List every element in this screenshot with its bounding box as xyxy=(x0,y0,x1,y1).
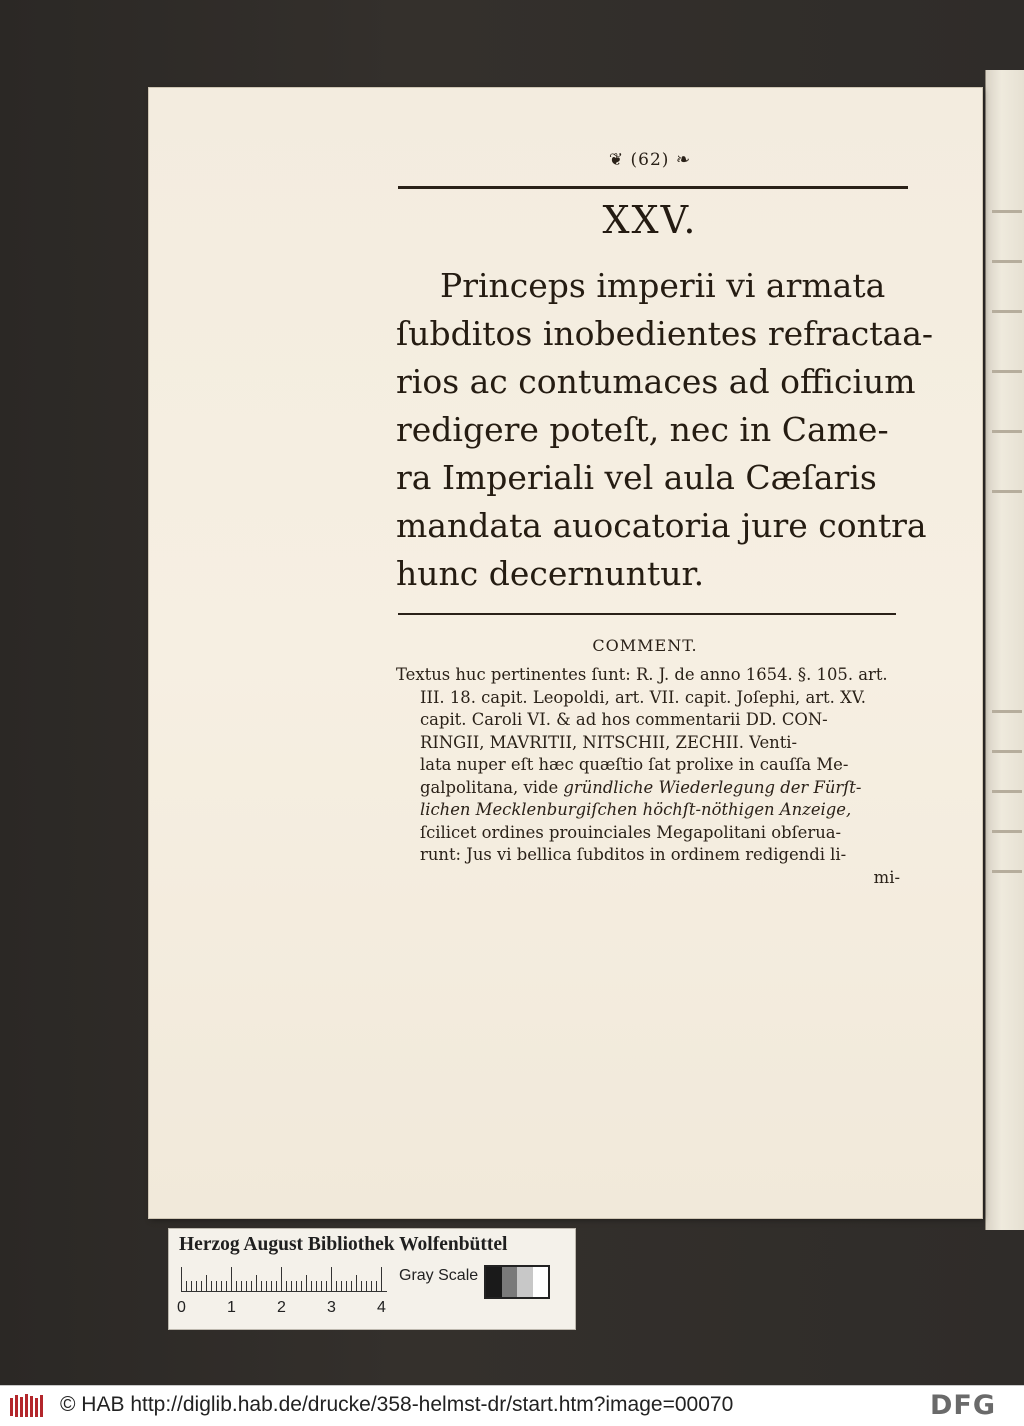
commentary-line xyxy=(396,777,908,800)
ruler-tick xyxy=(351,1281,352,1291)
ruler-tick xyxy=(191,1281,192,1291)
ruler-label: 0 xyxy=(177,1299,186,1316)
thesis-line: ra Imperiali vel aula Cæſaris xyxy=(396,458,877,497)
color-card xyxy=(168,1228,576,1330)
ruler-tick xyxy=(346,1281,347,1291)
ruler-tick xyxy=(316,1281,317,1291)
thesis-line: rios ac contumaces ad officium xyxy=(396,362,916,401)
footer-bar xyxy=(0,1385,1024,1426)
commentary-italic: gründliche Wiederlegung der Fürſt- xyxy=(563,777,862,797)
ruler-tick xyxy=(226,1281,227,1291)
thesis-line: ſubditos inobedientes refractaa- xyxy=(396,314,934,353)
ruler-tick xyxy=(381,1267,382,1291)
ruler-label: 4 xyxy=(377,1299,386,1316)
commentary-line: III. 18. capit. Leopoldi, art. VII. capit. Joſephi, art. XV. xyxy=(420,687,866,707)
ruler-tick xyxy=(256,1275,257,1291)
ruler-tick xyxy=(201,1281,202,1291)
gray-patch xyxy=(486,1267,502,1297)
ruler-tick xyxy=(266,1281,267,1291)
ruler-label: 1 xyxy=(227,1299,236,1316)
thesis-line: Princeps imperii vi armata xyxy=(440,266,886,305)
ruler-tick xyxy=(231,1267,232,1291)
ruler-tick xyxy=(286,1281,287,1291)
commentary-line: lata nuper eſt hæc quæſtio ſat prolixe in cauſſa Me- xyxy=(420,755,849,774)
ruler-tick xyxy=(311,1281,312,1291)
footer-link[interactable]: © HAB http://diglib.hab.de/drucke/358-helmst-dr/start.htm?image=00070 xyxy=(60,1393,734,1416)
commentary-line: Textus huc pertinentes ſunt: R. J. de anno 1654. §. 105. art. xyxy=(396,665,888,684)
ruler-tick xyxy=(291,1281,292,1291)
ruler-labels xyxy=(175,1299,405,1321)
card-title: Herzog August Bibliothek Wolfenbüttel xyxy=(179,1234,508,1255)
catchword: mi- xyxy=(873,867,900,887)
ruler-tick xyxy=(326,1281,327,1291)
commentary-line: runt: Jus vi bellica ſubditos in ordinem redigendi li- xyxy=(420,845,847,864)
ruler-tick xyxy=(186,1281,187,1291)
ruler-tick xyxy=(236,1281,237,1291)
ruler-tick xyxy=(321,1281,322,1291)
commentary-line: RINGII, MAVRITII, NITSCHII, ZECHII. Venti- xyxy=(420,732,798,752)
ruler-tick xyxy=(341,1281,342,1291)
article-number: XXV. xyxy=(602,198,698,242)
thesis-text xyxy=(396,262,934,598)
ruler-tick xyxy=(251,1281,252,1291)
comment-heading: COMMENT. xyxy=(592,636,698,655)
commentary-line xyxy=(396,799,908,822)
ruler-tick xyxy=(371,1281,372,1291)
page-header xyxy=(570,150,730,178)
ruler-tick xyxy=(331,1267,332,1291)
ruler xyxy=(181,1265,387,1292)
hab-logo-icon xyxy=(8,1392,48,1420)
ruler-tick xyxy=(211,1281,212,1291)
ruler-tick xyxy=(206,1275,207,1291)
commentary-text xyxy=(396,664,908,889)
dfg-logo: DFG xyxy=(930,1390,997,1421)
commentary-segment: galpolitana, vide xyxy=(420,777,564,797)
next-leaf-edge xyxy=(985,70,1024,1230)
ruler-tick xyxy=(366,1281,367,1291)
ruler-tick xyxy=(276,1281,277,1291)
ruler-tick xyxy=(296,1281,297,1291)
commentary-line: capit. Caroli VI. & ad hos commentarii DD. CON- xyxy=(420,710,828,729)
ornament-left-icon: ❦ xyxy=(608,150,625,170)
ruler-tick xyxy=(376,1281,377,1291)
gray-patch xyxy=(517,1267,533,1297)
commentary-line: ſcilicet ordines prouinciales Megapolitani obſerua- xyxy=(420,822,842,842)
gray-scale-label: Gray Scale xyxy=(399,1267,479,1284)
ornament-right-icon: ❧ xyxy=(675,150,692,170)
ruler-tick xyxy=(306,1275,307,1291)
thesis-line: hunc decernuntur. xyxy=(396,554,705,593)
ruler-tick xyxy=(181,1267,182,1291)
ruler-tick xyxy=(261,1281,262,1291)
ruler-tick xyxy=(196,1281,197,1291)
ruler-tick xyxy=(241,1281,242,1291)
thesis-line: redigere poteſt, nec in Came- xyxy=(396,410,889,449)
ruler-tick xyxy=(221,1281,222,1291)
commentary-italic: lichen Mecklenburgiſchen höchſt-nöthigen Anzeige, xyxy=(420,800,852,819)
ruler-tick xyxy=(301,1281,302,1291)
ruler-tick xyxy=(246,1281,247,1291)
section-rule xyxy=(398,613,896,615)
ruler-label: 3 xyxy=(327,1299,336,1316)
gray-patch xyxy=(533,1267,549,1297)
ruler-tick xyxy=(336,1281,337,1291)
gray-scale-swatch xyxy=(484,1265,550,1299)
ruler-label: 2 xyxy=(277,1299,286,1316)
page-number: (62) xyxy=(630,150,670,170)
thesis-line: mandata auocatoria jure contra xyxy=(396,506,927,545)
gray-patch xyxy=(502,1267,518,1297)
header-rule xyxy=(398,186,908,189)
ruler-tick xyxy=(271,1281,272,1291)
ruler-tick xyxy=(216,1281,217,1291)
ruler-tick xyxy=(356,1275,357,1291)
ruler-tick xyxy=(361,1281,362,1291)
ruler-tick xyxy=(281,1267,282,1291)
